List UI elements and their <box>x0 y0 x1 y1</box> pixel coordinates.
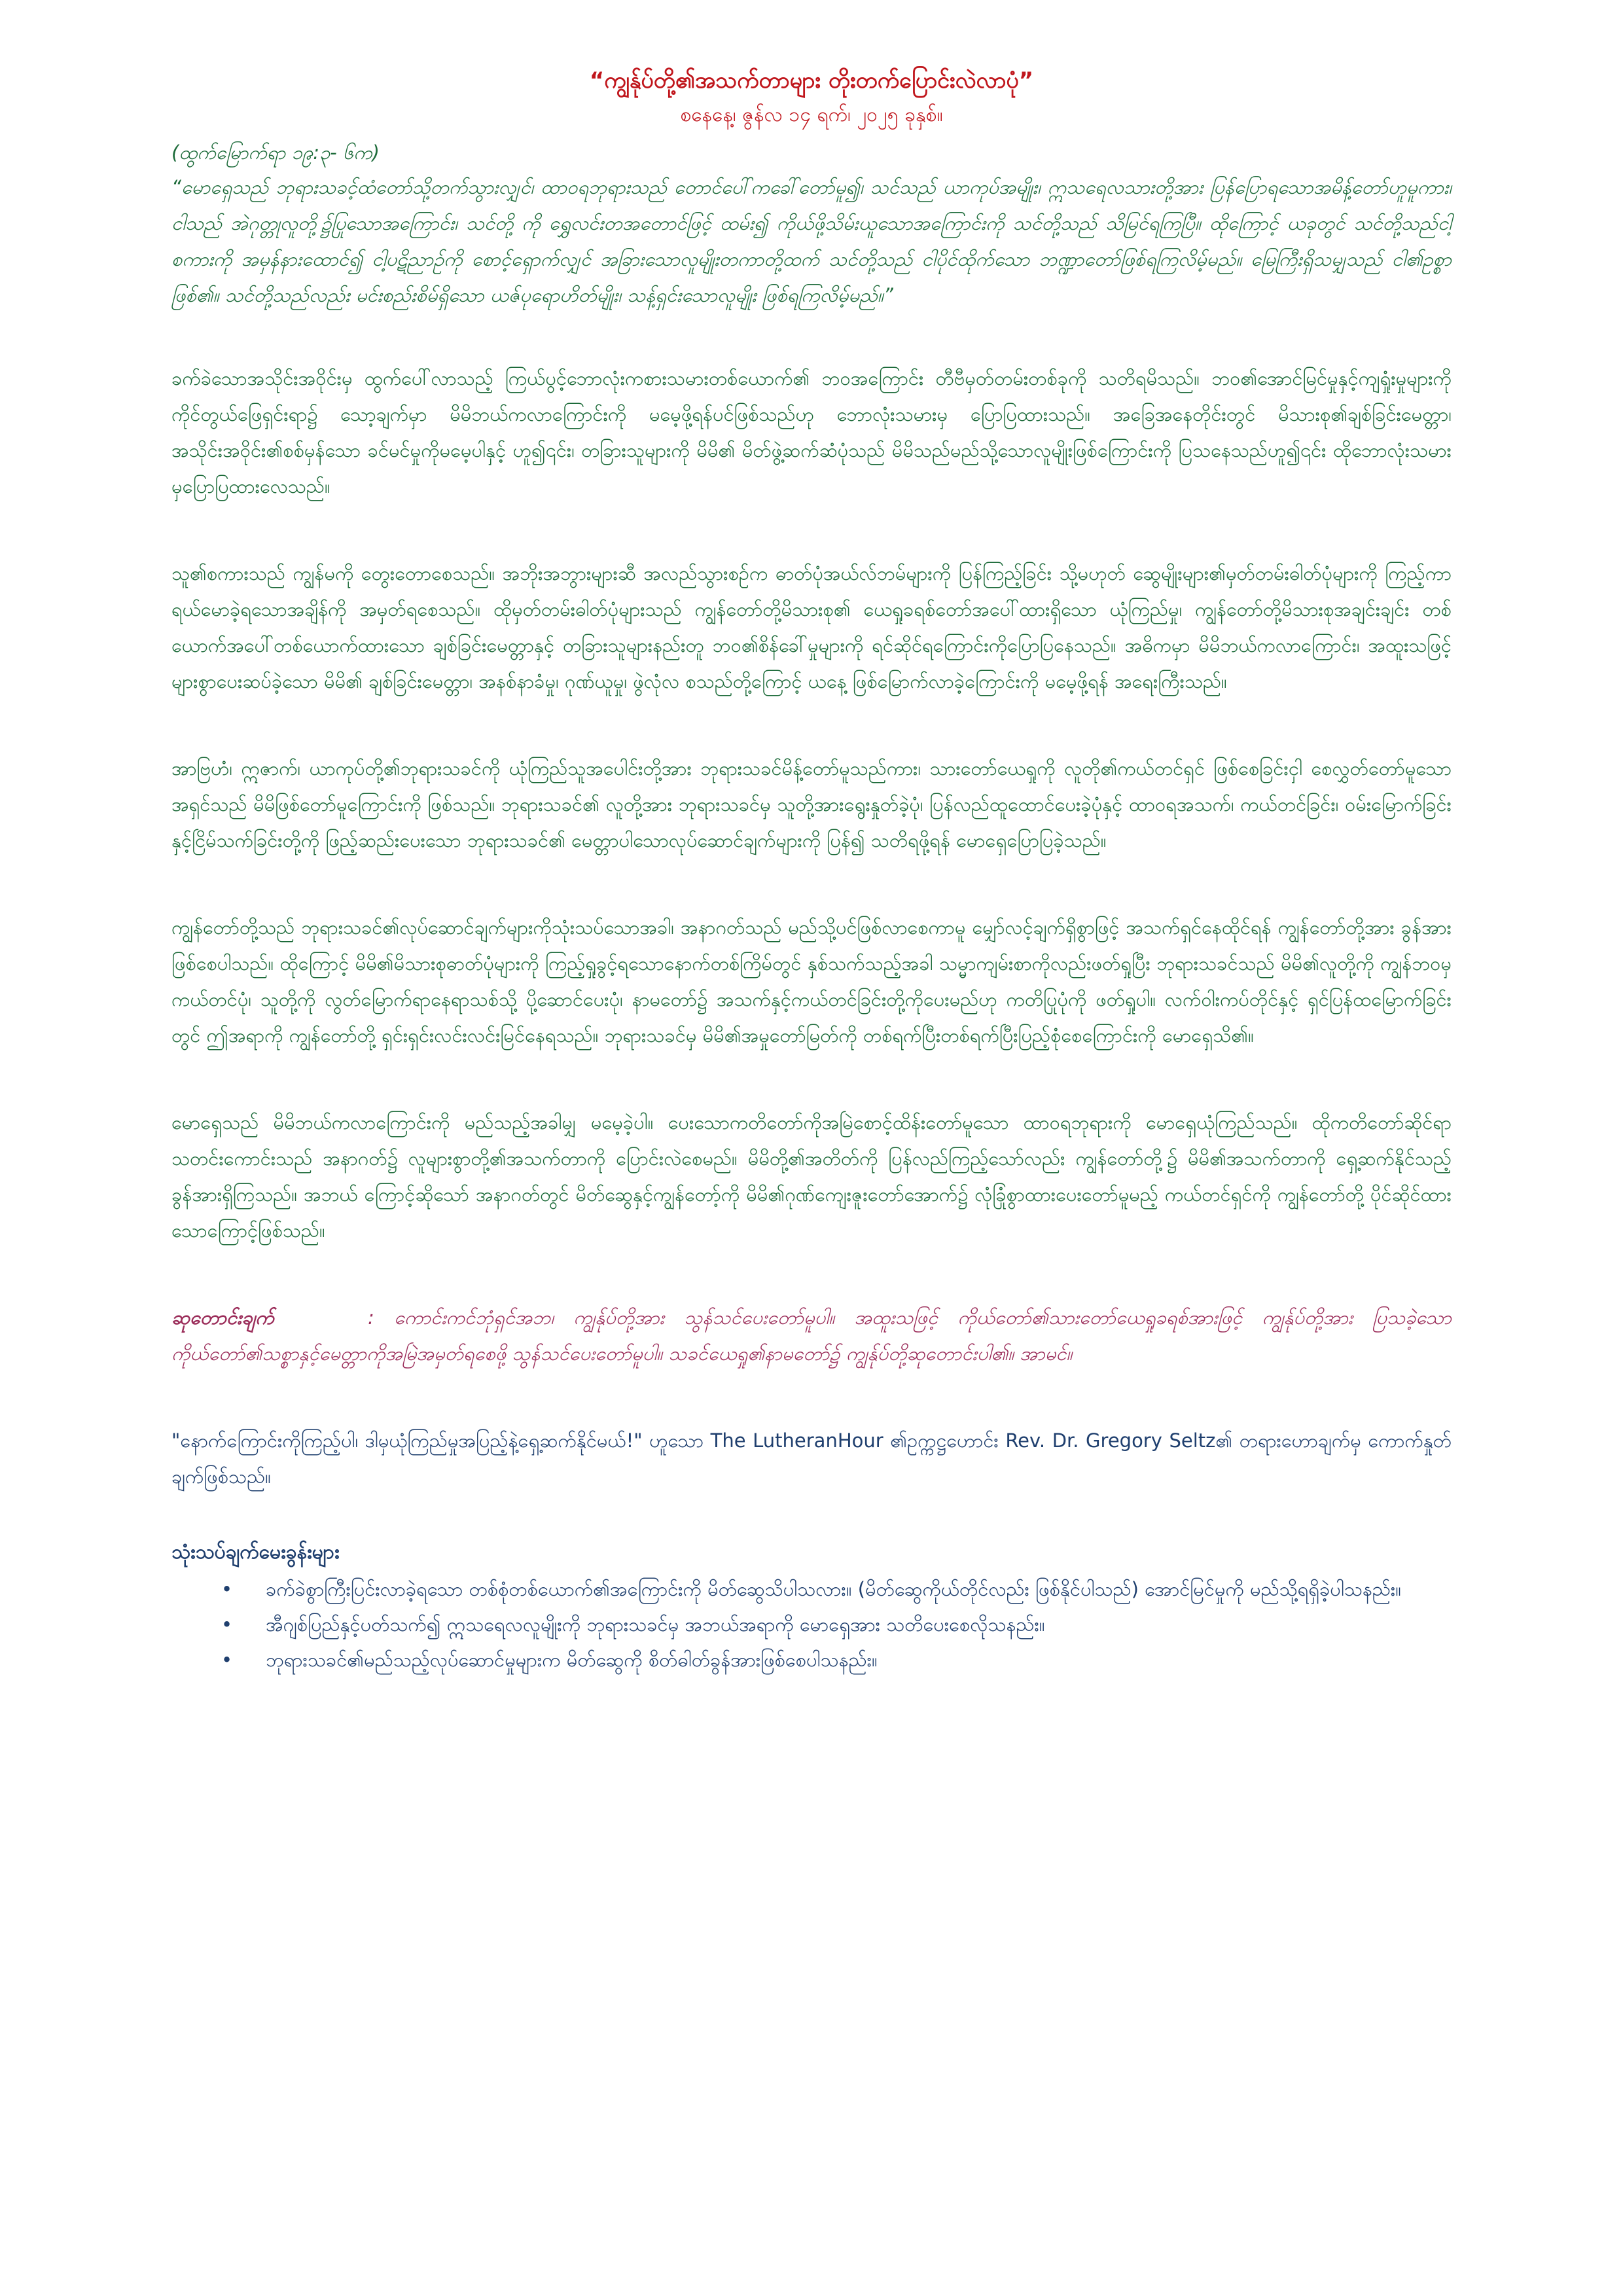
prayer-label: ဆုတောင်းချက် <box>171 1306 274 1329</box>
body-paragraph-2: သူ၏စကားသည် ကျွန်မကို တွေးတောစေသည်။ အဘိုးအဘွားများဆီ အလည်သွားစဉ်က ဓာတ်ပုံအယ်လ်ဘမ်များကို ပြန်ကြည့်ခြင်း သို့မဟုတ် ဆွေမျိုးများ၏မှတ်တမ်းဓါတ်ပုံများကို ကြည့်ကာ ရယ်မောခဲ့ရသောအချိန်ကို အမှတ်ရစေသည်။ ထိုမှတ်တမ်းဓါတ်ပုံများသည် ကျွန်တော်တို့မိသားစု၏ ယေရှုခရစ်တော်အပေါ်ထားရှိသော ယုံကြည်မှု၊ ကျွန်တော်တို့မိသားစုအချင်းချင်း တစ်ယောက်အပေါ်တစ်ယောက်ထားသော ချစ်ခြင်းမေတ္တာနှင့် တခြားသူများနည်းတူ ဘဝ၏စိန်ခေါ်မှုများကို ရင်ဆိုင်ရကြောင်းကိုပြောပြနေသည်။ အဓိကမှာ မိမိဘယ်ကလာကြောင်း၊ အထူးသဖြင့် များစွာပေးဆပ်ခဲ့သော မိမိ၏ ချစ်ခြင်းမေတ္တာ၊ အနစ်နာခံမှု၊ ဂုဏ်ယူမှု၊ ဖွဲလုံလ စသည်တို့ကြောင့် ယနေ့ ဖြစ်မြောက်လာခဲ့ကြောင်းကို မမေ့ဖို့ရန် အရေးကြီးသည်။ <box>171 562 1452 692</box>
page-title: “ကျွန်ုပ်တို့၏အသက်တာများ တိုးတက်ပြောင်းလဲလာပုံ” <box>589 67 1034 94</box>
bullet-icon: • <box>221 1649 233 1671</box>
sermon-attribution: "နောက်ကြောင်းကိုကြည့်ပါ၊ ဒါမှယုံကြည်မှုအပြည့်နဲ့ရှေ့ဆက်နိုင်မယ်!" ဟူသော The LutheranHour ၏ဥက္ကဋ္ဌဟောင်း Rev. Dr. Gregory Seltz၏ တရားဟောချက်မှ ကောက်နှုတ်ချက်ဖြစ်သည်။ <box>171 1429 1452 1488</box>
scripture-text: “မောရှေသည် ဘုရားသခင့်ထံတော်သို့တက်သွားလျှင်၊ ထာဝရဘုရားသည် တောင်ပေါ်ကခေါ်တော်မူ၍၊ သင်သည် ယာကုပ်အမျိုး၊ ဣသရေလသားတို့အား ပြန်ပြောရသောအမိန့်တော်ဟူမူကား၊ ငါသည် အဲဂုတ္တုလူတို့၌ပြုသောအကြောင်း၊ သင်တို့ ကို ရွှေလင်းတအတောင်ဖြင့် ထမ်း၍ ကိုယ်ဖို့သိမ်းယူသောအကြောင်းကို သင်တို့သည် သိမြင်ရကြပြီ။ ထိုကြောင့် ယခုတွင် သင်တို့သည်ငါ့စကားကို အမှန်နားထောင်၍ ငါ့ပဋိညာဉ်ကို စောင့်ရှောက်လျှင် အခြားသောလူမျိုးတကာတို့ထက် သင်တို့သည် ငါပိုင်ထိုက်သော ဘဏ္ဍာတော်ဖြစ်ရကြလိမ့်မည်။ မြေကြီးရှိသမျှသည် ငါ၏ဥစ္စာဖြစ်၏။ သင်တို့သည်လည်း မင်းစည်းစိမ်ရှိသော ယဇ်ပုရောဟိတ်မျိုး၊ သန့်ရှင်းသောလူမျိုး ဖြစ်ရကြလိမ့်မည်။” <box>171 176 1452 306</box>
devotional-page <box>171 62 1452 1678</box>
publication-date: စနေနေ့၊ ဇွန်လ ၁၄ ရက်၊ ၂၀၂၅ ခုနှစ်။ <box>680 103 943 126</box>
body-paragraph-5: မောရှေသည် မိမိဘယ်ကလာကြောင်းကို မည်သည့်အခါမျှ မမေ့ခဲ့ပါ။ ပေးသောကတိတော်ကိုအမြဲစောင့်ထိန်းတော်မူသော ထာဝရဘုရားကို မောရှေယုံကြည်သည်။ ထိုကတိတော်ဆိုင်ရာ သတင်းကောင်းသည် အနာဂတ်၌ လူများစွာတို့၏အသက်တာကို ပြောင်းလဲစေမည်။ မိမိတို့၏အတိတ်ကို ပြန်လည်ကြည့်သော်လည်း ကျွန်တော်တို့၌ မိမိ၏အသက်တာကို ရှေ့ဆက်နိုင်သည့်ခွန်အားရှိကြသည်။ အဘယ် ကြောင့်ဆိုသော် အနာဂတ်တွင် မိတ်ဆွေနှင့်ကျွန်တော့်ကို မိမိ၏ဂုဏ်ကျေးဇူးတော်အောက်၌ လုံခြုံစွာထားပေးတော်မူမည့် ကယ်တင်ရှင်ကို ကျွန်တော်တို့ ပိုင်ဆိုင်ထားသောကြောင့်ဖြစ်သည်။ <box>171 1111 1452 1242</box>
question-text: ဘုရားသခင်၏မည်သည့်လုပ်ဆောင်မှုများက မိတ်ဆွေကို စိတ်ဓါတ်ခွန်အားဖြစ်စေပါသနည်း။ <box>266 1649 878 1671</box>
list-item <box>221 1607 1452 1641</box>
prayer-text: : ကောင်းကင်ဘုံရှင်အဘ၊ ကျွန်ုပ်တို့အား သွန်သင်ပေးတော်မူပါ။ အထူးသဖြင့် ကိုယ်တော်၏သားတော်ယေရှုခရစ်အားဖြင့် ကျွန်ုပ်တို့အား ပြသခဲ့သော ကိုယ်တော်၏သစ္စာနှင့်မေတ္တာကိုအမြဲအမှတ်ရစေဖို့ သွန်သင်ပေးတော်မူပါ။ သခင်ယေရှု၏နာမတော်၌ ကျွန်ုပ်တို့ဆုတောင်းပါ၏။ အာမင်။ <box>171 1306 1452 1365</box>
body-paragraph-3: အာဗြဟံ၊ ဣဇာက်၊ ယာကုပ်တို့၏ဘုရားသခင်ကို ယုံကြည်သူအပေါင်းတို့အား ဘုရားသခင်မိန့်တော်မူသည်ကား၊ သားတော်ယေရှုကို လူတို၏ကယ်တင်ရှင် ဖြစ်စေခြင်းငှါ စေလွှတ်တော်မူသောအရှင်သည် မိမိဖြစ်တော်မူကြောင်းကို ဖြစ်သည်။ ဘုရားသခင်၏ လူတို့အား ဘုရားသခင်မှ သူတို့အားရွေးနှုတ်ခဲ့ပုံ၊ ပြန်လည်ထူထောင်ပေးခဲ့ပုံနှင့် ထာဝရအသက်၊ ကယ်တင်ခြင်း၊ ဝမ်းမြောက်ခြင်းနှင့်ငြိမ်သက်ခြင်းတို့ကို ဖြည့်ဆည်းပေးသော ဘုရားသခင်၏ မေတ္တာပါသောလုပ်ဆောင်ချက်များကို ပြန်၍ သတိရဖို့ရန် မောရှေပြောပြခဲ့သည်။ <box>171 757 1452 852</box>
question-text: ခက်ခဲစွာကြီးပြင်းလာခဲ့ရသော တစ်စုံတစ်ယောက်၏အကြောင်းကို မိတ်ဆွေသိပါသလား။ (မိတ်ဆွေကိုယ်တိုင်လည်း ဖြစ်နိုင်ပါသည်) အောင်မြင်မှုကို မည်သို့ရရှိခဲ့ပါသနည်း။ <box>266 1578 1402 1600</box>
bullet-icon: • <box>221 1578 233 1600</box>
reflection-questions-heading: သုံးသပ်ချက်မေးခွန်းများ <box>171 1541 340 1564</box>
body-paragraph-1: ခက်ခဲသောအသိုင်းအဝိုင်းမှ ထွက်ပေါ်လာသည့် ကြယ်ပွင့်ဘောလုံးကစားသမားတစ်ယောက်၏ ဘဝအကြောင်း တီဗီမှတ်တမ်းတစ်ခုကို သတိရမိသည်။ ဘဝ၏အောင်မြင်မှုနှင့်ကျရှုံးမှုများကို ကိုင်တွယ်ဖြေရှင်းရာ၌ သော့ချက်မှာ မိမိဘယ်ကလာကြောင်းကို မမေ့ဖို့ရန်ပင်ဖြစ်သည်ဟု ဘောလုံးသမားမှ ပြောပြထားသည်။ အခြေအနေတိုင်းတွင် မိသားစု၏ချစ်ခြင်းမေတ္တာ၊ အသိုင်းအဝိုင်း၏စစ်မှန်သော ခင်မင်မှုကိုမမေ့ပါနှင့် ဟူ၍၎င်း၊ တခြားသူများကို မိမိ၏ မိတ်ဖွဲ့ဆက်ဆံပုံသည် မိမိသည်မည်သို့သောလူမျိုးဖြစ်ကြောင်းကို ပြသနေသည်ဟူ၍၎င်း ထိုဘောလုံးသမားမှပြောပြထားလေသည်။ <box>171 367 1452 497</box>
list-item <box>221 1643 1452 1677</box>
bullet-icon: • <box>221 1613 233 1636</box>
reflection-questions-list <box>171 1572 1452 1677</box>
list-item <box>221 1572 1452 1606</box>
body-paragraph-4: ကျွန်တော်တို့သည် ဘုရားသခင်၏လုပ်ဆောင်ချက်များကိုသုံးသပ်သောအခါ၊ အနာဂတ်သည် မည်သို့ပင်ဖြစ်လာစေကာမူ မျှော်လင့်ချက်ရှိစွာဖြင့် အသက်ရှင်နေထိုင်ရန် ကျွန်တော်တို့အား ခွန်အားဖြစ်စေပါသည်။ ထိုကြောင့် မိမိ၏မိသားစုဓာတ်ပုံများကို ကြည့်ရှုခွင့်ရသောနောက်တစ်ကြိမ်တွင် နှစ်သက်သည့်အခါ သမ္မာကျမ်းစာကိုလည်းဖတ်ရှုပြီး ဘုရားသခင်သည် မိမိ၏လူတို့ကို ကျွန်ဘဝမှကယ်တင်ပုံ၊ သူတို့ကို လွတ်မြောက်ရာနေရာသစ်သို့ ပို့ဆောင်ပေးပုံ၊ နာမတော်၌ အသက်နှင့်ကယ်တင်ခြင်းတို့ကိုပေးမည်ဟု ကတိပြုပုံကို ဖတ်ရှုပါ။ လက်ဝါးကပ်တိုင်နှင့် ရှင်ပြန်ထမြောက်ခြင်းတွင် ဤအရာကို ကျွန်တော်တို့ ရှင်းရှင်းလင်းလင်းမြင်နေရသည်။ ဘုရားသခင်မှ မိမိ၏အမှုတော်မြတ်ကို တစ်ရက်ပြီးတစ်ရက်ပြီးပြည့်စုံစေကြောင်းကို မောရှေသိ၏။ <box>171 916 1452 1047</box>
scripture-reference: (ထွက်မြောက်ရာ ၁၉:၃- ၆က) <box>171 141 380 164</box>
question-text: အီဂျစ်ပြည်နှင့်ပတ်သက်၍ ဣသရေလလူမျိုးကို ဘုရားသခင်မှ အဘယ်အရာကို မောရှေအား သတိပေးစေလိုသနည်း။ <box>266 1613 1045 1636</box>
prayer-block <box>171 1300 1452 1372</box>
